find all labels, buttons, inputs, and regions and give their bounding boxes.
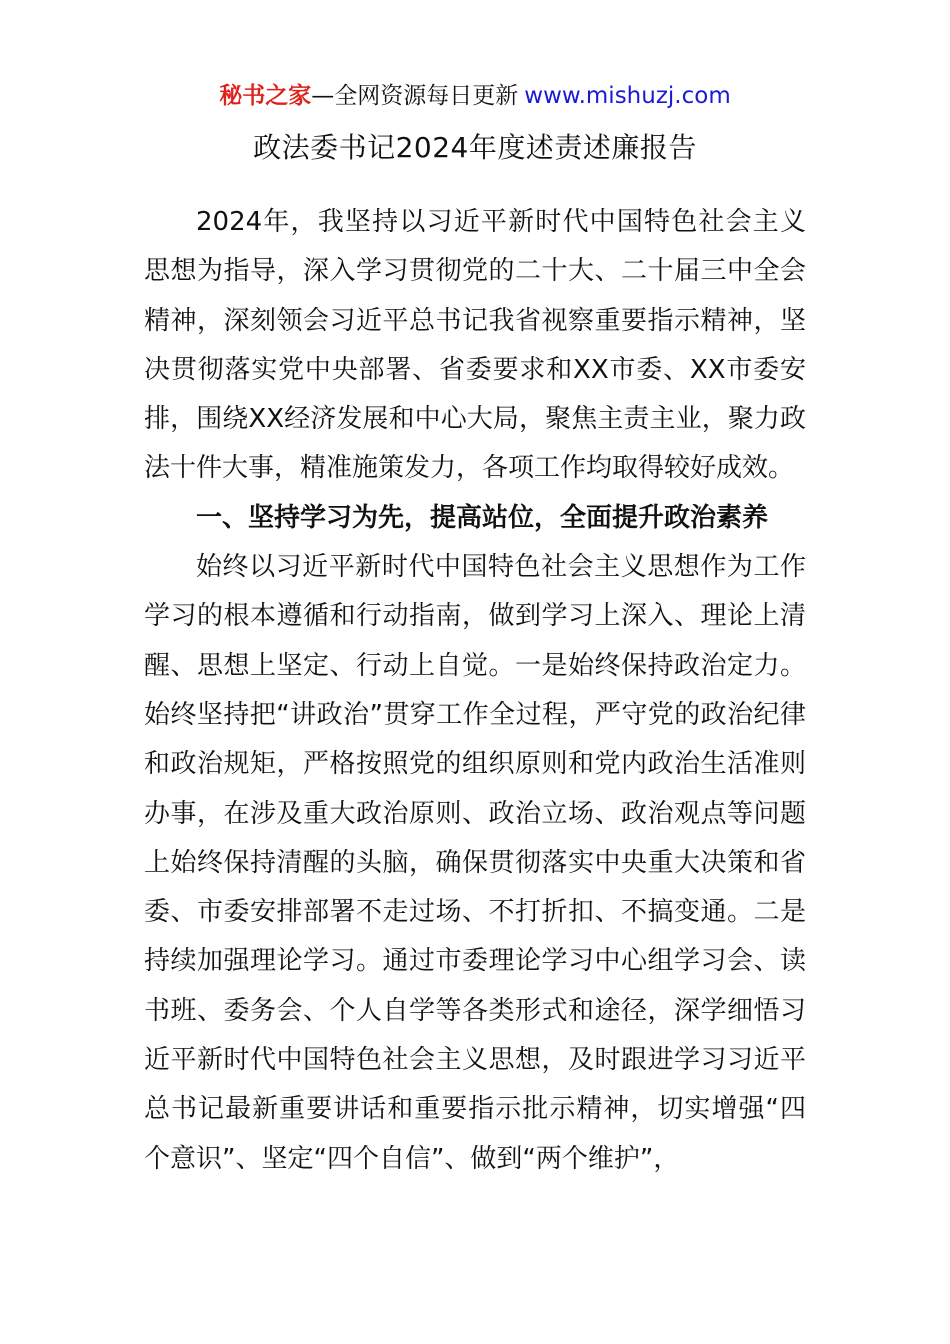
body-paragraph: 始终以习近平新时代中国特色社会主义思想作为工作学习的根本遵循和行动指南，做到学习上深入、理论上清醒、思想上坚定、行动上自觉。一是始终保持政治定力。始终坚持把“讲政治”贯穿工作全过程，严守党的政治纪律和政治规矩，严格按照党的组织原则和党内政治生活准则办事，在涉及重大政治原则、政治立场、政治观点等问题上始终保持清醒的头脑，确保贯彻落实中央重大决策和省委、市委安排部署不走过场、不打折扣、不搞变通。二是持续加强理论学习。通过市委理论学习中心组学习会、读书班、委务会、个人自学等各类形式和途径，深学细悟习近平新时代中国特色社会主义思想，及时跟进学习习近平总书记最新重要讲话和重要指示批示精神，切实增强“四个意识”、坚定“四个自信”、做到“两个维护”， xyxy=(144,552,806,1174)
site-header xyxy=(0,80,950,112)
document-body xyxy=(144,198,806,1184)
intro-paragraph: 2024年，我坚持以习近平新时代中国特色社会主义思想为指导，深入学习贯彻党的二十大、二十届三中全会精神，深刻领会习近平总书记我省视察重要指示精神，坚决贯彻落实党中央部署、省委要求和XX市委、XX市委安排，围绕XX经济发展和中心大局，聚焦主责主业，聚力政法十件大事，精准施策发力，各项工作均取得较好成效。 xyxy=(144,207,806,484)
site-brand: 秘书之家 xyxy=(219,83,312,109)
site-tagline: —全网资源每日更新 xyxy=(311,83,519,109)
site-url[interactable]: www.mishuzj.com xyxy=(524,83,731,109)
document-title: 政法委书记2024年度述责述廉报告 xyxy=(253,131,697,164)
section-heading: 一、坚持学习为先，提高站位，全面提升政治素养 xyxy=(196,502,769,533)
